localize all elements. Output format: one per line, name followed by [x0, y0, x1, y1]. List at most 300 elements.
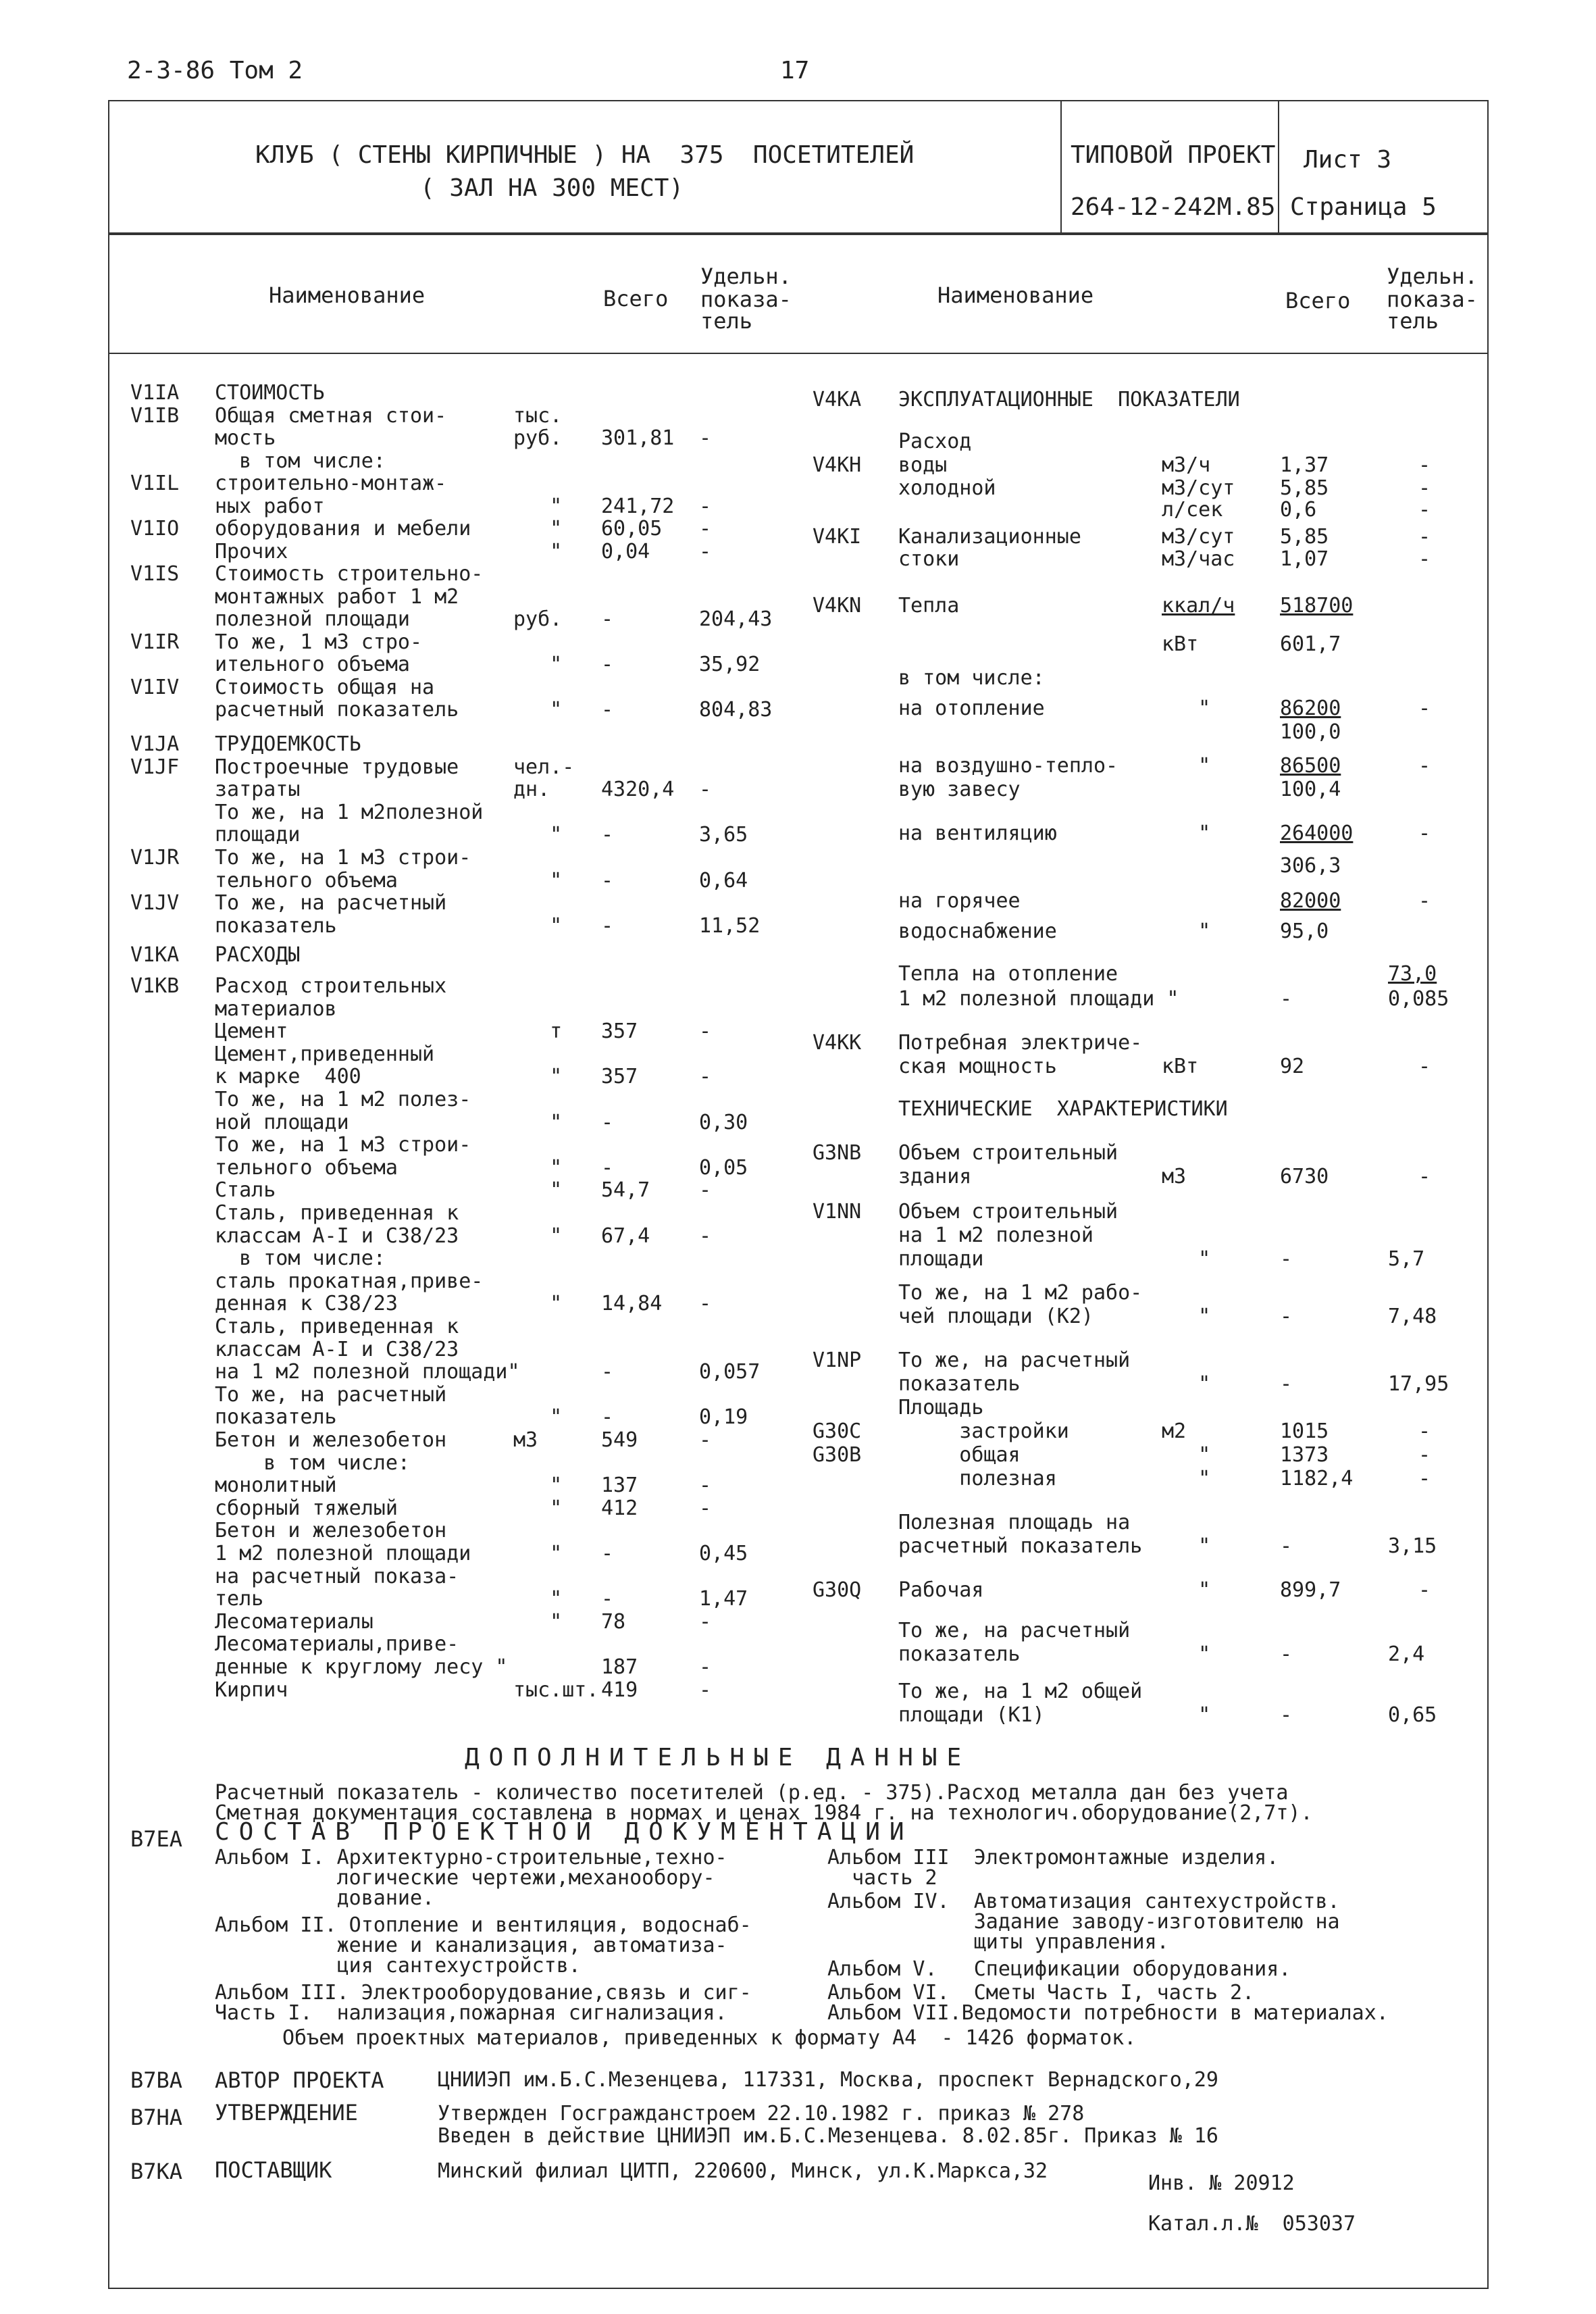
album-r2c: щиты управления. — [827, 1930, 1169, 1954]
row-specific: - — [699, 1224, 712, 1248]
row-total: - — [601, 868, 614, 892]
row-total: 1,07 — [1280, 547, 1329, 571]
row-total: 0,6 — [1280, 498, 1317, 522]
row-name: Тепла на отопление — [898, 962, 1118, 986]
extra-code: B7EA — [130, 1826, 183, 1852]
row-name: ЭКСПЛУАТАЦИОННЫЕ ПОКАЗАТЕЛИ — [898, 388, 1240, 411]
row-name: монолитный — [215, 1474, 337, 1498]
row-unit: м3 — [513, 1428, 538, 1452]
title-line2: ( ЗАЛ НА 300 МЕСТ) — [420, 174, 684, 202]
row-name: расчетный показатель — [215, 698, 459, 722]
row-name: показатель — [215, 1405, 337, 1430]
row-name: Расход строительных — [215, 974, 447, 998]
row-name: на 1 м2 полезной площади" — [215, 1360, 520, 1384]
row-specific: 11,52 — [699, 913, 761, 938]
row-code: V4KA — [813, 388, 862, 411]
row-name: Стоимость общая на — [215, 675, 435, 699]
row-specific: - — [1418, 476, 1431, 500]
row-name: То же, 1 м3 стро- — [215, 630, 423, 654]
row-total: 5,85 — [1280, 525, 1329, 549]
row-unit: м3/час — [1162, 547, 1235, 571]
row-total: 1015 — [1280, 1419, 1329, 1443]
row-unit: " — [513, 1542, 563, 1565]
row-total: 518700 — [1280, 594, 1354, 618]
row-total: 82000 — [1280, 889, 1341, 913]
row-total: 95,0 — [1280, 920, 1329, 943]
row-unit: " — [513, 1110, 563, 1134]
row-unit: " — [1162, 1305, 1211, 1328]
row-unit: руб. — [513, 426, 563, 450]
album-2: Альбом II. Отопление и вентиляция, водоснаб- — [215, 1913, 752, 1937]
row-name: ская мощность — [898, 1055, 1057, 1078]
row-specific: 5,7 — [1388, 1247, 1425, 1271]
row-name: Общая сметная стои- — [215, 403, 447, 428]
col-total-left: Всего — [603, 286, 669, 311]
author-label: АВТОР ПРОЕКТА — [215, 2067, 384, 2093]
row-name: тельного объема — [215, 868, 398, 892]
volume-line: Объем проектных материалов, приведенных к формату А4 - 1426 форматок. — [282, 2026, 1137, 2050]
row-total: 6730 — [1280, 1165, 1329, 1188]
row-code: V1NP — [813, 1349, 862, 1372]
row-specific: - — [699, 1678, 712, 1702]
row-total: - — [1280, 1247, 1293, 1271]
row-name: на воздушно-тепло- — [898, 754, 1118, 778]
row-total: 264000 — [1280, 822, 1354, 845]
row-total: 100,0 — [1280, 720, 1341, 744]
album-r5: Альбом VII.Ведомости потребности в материалах. — [827, 2001, 1389, 2025]
row-name: ной площади — [215, 1110, 349, 1134]
author-code: B7BA — [130, 2067, 183, 2093]
row-name: на расчетный показа- — [215, 1564, 459, 1588]
col-spec-left-3: тель — [700, 308, 753, 334]
row-name: затраты — [215, 778, 301, 802]
row-unit: кВт — [1162, 632, 1199, 656]
approval-value: Утвержден Госгражданстроем 22.10.1982 г. приказ № 278 — [438, 2102, 1085, 2126]
row-unit: руб. — [513, 607, 563, 631]
project-label: ТИПОВОЙ ПРОЕКТ — [1071, 141, 1276, 169]
row-unit: " — [513, 1587, 563, 1611]
row-name: Площадь — [898, 1396, 984, 1419]
col-spec-right-1: Удельн. — [1387, 263, 1478, 289]
row-name: чей площади (К2) — [898, 1305, 1093, 1328]
row-total: 301,81 — [601, 426, 675, 450]
row-unit: " — [1162, 1703, 1211, 1727]
row-name: ТЕХНИЧЕСКИЕ ХАРАКТЕРИСТИКИ — [898, 1097, 1228, 1121]
row-code: V1IL — [130, 472, 180, 495]
row-name: То же, на 1 м2 рабо- — [898, 1281, 1143, 1305]
album-3: Альбом III. Электрооборудование,связь и сиг- — [215, 1981, 752, 2005]
author-value: ЦНИИЭП им.Б.С.Мезенцева, 117331, Москва, проспект Вернадского,29 — [438, 2068, 1218, 2092]
row-name: Бетон и железобетон — [215, 1519, 447, 1543]
row-unit: м2 — [1162, 1419, 1187, 1443]
row-unit: " — [513, 1496, 563, 1520]
row-unit: " — [513, 539, 563, 563]
row-unit: " — [513, 1474, 563, 1498]
row-unit: " — [1162, 1642, 1211, 1666]
row-name: То же, на 1 м3 строи- — [215, 846, 471, 870]
row-unit: " — [513, 868, 563, 892]
col-spec-right-3: тель — [1387, 308, 1439, 334]
row-specific: - — [699, 1178, 712, 1203]
sheet-number: Лист 3 — [1304, 146, 1392, 174]
row-code: V1IO — [130, 517, 180, 540]
row-name: водоснабжение — [898, 920, 1057, 943]
row-code: V1KB — [130, 974, 180, 998]
row-specific: - — [1418, 754, 1431, 778]
row-name: Кирпич — [215, 1678, 288, 1702]
row-code: V1KA — [130, 943, 180, 967]
row-name: Бетон и железобетон — [215, 1428, 447, 1452]
row-name: То же, на 1 м3 строи- — [215, 1133, 471, 1157]
row-unit: м3/сут — [1162, 525, 1235, 549]
row-total: 5,85 — [1280, 476, 1329, 500]
row-name: Сталь, приведенная к — [215, 1315, 459, 1338]
row-total: 54,7 — [601, 1178, 650, 1203]
row-name: Расход — [898, 430, 972, 453]
row-total: 92 — [1280, 1055, 1305, 1078]
row-code: V4KI — [813, 525, 862, 549]
row-code: V1JR — [130, 846, 180, 870]
row-unit: " — [513, 517, 563, 540]
row-total: - — [601, 1110, 614, 1134]
row-code: V4KK — [813, 1031, 862, 1055]
row-name: денная к С38/23 — [215, 1292, 398, 1316]
row-unit: дн. — [513, 778, 550, 802]
row-name: То же, на расчетный — [215, 891, 447, 915]
row-specific: 17,95 — [1388, 1372, 1449, 1396]
row-name: ительного объема — [215, 653, 410, 676]
album-1b: логические чертежи,механообору- — [215, 1866, 715, 1890]
row-total: 4320,4 — [601, 778, 675, 802]
row-specific: 2,4 — [1388, 1642, 1425, 1666]
row-specific: - — [699, 1655, 712, 1679]
row-name: То же, на 1 м2 общей — [898, 1680, 1143, 1703]
album-2b: жение и канализация, автоматиза- — [215, 1934, 727, 1957]
row-name: строительно-монтаж- — [215, 472, 447, 495]
row-specific: - — [1418, 822, 1431, 845]
row-name: стоки — [898, 547, 960, 571]
row-name: ных работ — [215, 494, 325, 518]
row-total: - — [601, 913, 614, 938]
title-line1: КЛУБ ( СТЕНЫ КИРПИЧНЫЕ ) НА 375 ПОСЕТИТЕЛЕЙ — [255, 141, 915, 169]
row-name: в том числе: — [898, 666, 1045, 690]
row-name: Полезная площадь на — [898, 1511, 1131, 1534]
row-name: То же, на расчетный — [898, 1349, 1131, 1372]
row-specific: - — [1418, 1578, 1431, 1602]
row-unit: " — [513, 1178, 563, 1203]
row-code: V1JA — [130, 732, 180, 756]
album-r2b: Задание заводу-изготовителю на — [827, 1910, 1340, 1934]
row-code: V1IR — [130, 630, 180, 654]
row-name: тель — [215, 1587, 264, 1611]
row-name: оборудования и мебели — [215, 517, 471, 540]
extra-line1: Расчетный показатель - количество посетителей (р.ед. - 375).Расход металла дан без учета — [215, 1781, 1289, 1805]
row-name: Цемент,приведенный — [215, 1042, 435, 1066]
row-code: V4KH — [813, 453, 862, 477]
row-specific: - — [699, 1292, 712, 1316]
row-specific: - — [1418, 525, 1431, 549]
row-unit: " — [1162, 1467, 1211, 1490]
row-total: 86200 — [1280, 697, 1341, 720]
row-name: Лесоматериалы,приве- — [215, 1632, 459, 1657]
row-unit: тыс. — [513, 403, 563, 428]
row-name: Сталь — [215, 1178, 276, 1203]
row-unit: " — [513, 1292, 563, 1316]
col-name-left: Наименование — [269, 282, 426, 308]
row-specific: 7,48 — [1388, 1305, 1437, 1328]
col-spec-left-1: Удельн. — [700, 263, 792, 289]
row-specific: - — [699, 426, 712, 450]
row-unit: " — [513, 1609, 563, 1634]
col-total-right: Всего — [1285, 288, 1351, 313]
row-name: тельного объема — [215, 1155, 398, 1180]
row-name: показатель — [215, 913, 337, 938]
row-specific: - — [1418, 1467, 1431, 1490]
row-total: - — [601, 1587, 614, 1611]
row-name: ТРУДОЕМКОСТЬ — [215, 732, 361, 756]
col-spec-right-2: показа- — [1387, 286, 1478, 312]
row-name: на 1 м2 полезной — [898, 1224, 1093, 1247]
row-total: 549 — [601, 1428, 638, 1452]
supplier-value: Минский филиал ЦИТП, 220600, Минск, ул.К.Маркса,32 — [438, 2159, 1048, 2183]
row-unit: " — [1162, 920, 1211, 943]
row-unit: " — [513, 494, 563, 518]
row-specific: 3,15 — [1388, 1534, 1437, 1558]
row-unit: " — [1162, 697, 1211, 720]
row-name: застройки — [898, 1419, 1069, 1443]
row-specific: 0,30 — [699, 1110, 748, 1134]
row-total: 357 — [601, 1020, 638, 1044]
row-specific: - — [699, 1496, 712, 1520]
row-specific: - — [699, 517, 712, 540]
row-specific: - — [699, 539, 712, 563]
row-name: СТОИМОСТЬ — [215, 381, 325, 405]
row-unit: " — [1162, 754, 1211, 778]
row-name: полезная — [898, 1467, 1057, 1490]
row-name: классам А-I и С38/23 — [215, 1224, 459, 1248]
row-code: G30B — [813, 1443, 862, 1467]
row-code: V1IB — [130, 403, 180, 428]
row-name: классам А-I и С38/23 — [215, 1337, 459, 1361]
row-code: V1JV — [130, 891, 180, 915]
supplier-label: ПОСТАВЩИК — [215, 2157, 332, 2183]
row-total: 357 — [601, 1065, 638, 1089]
row-name: То же, на расчетный — [215, 1382, 447, 1407]
album-2c: ция сантехустройств. — [215, 1954, 581, 1978]
row-specific: - — [1418, 1443, 1431, 1467]
row-specific: - — [699, 1474, 712, 1498]
row-unit: " — [513, 653, 563, 676]
row-name: здания — [898, 1165, 972, 1188]
row-name: То же, на 1 м2полезной — [215, 800, 484, 824]
row-total: - — [1280, 1305, 1293, 1328]
row-unit: м3/ч — [1162, 453, 1211, 477]
row-name: мость — [215, 426, 276, 450]
row-name: Рабочая — [898, 1578, 984, 1602]
row-specific: - — [699, 1609, 712, 1634]
row-code: G30Q — [813, 1578, 862, 1602]
catalog-number: Катал.л.№ 053037 — [1148, 2212, 1356, 2236]
doc-series: 2-3-86 Том 2 — [127, 57, 303, 84]
row-specific: - — [1418, 889, 1431, 913]
row-specific: - — [1418, 1055, 1431, 1078]
row-specific: 204,43 — [699, 607, 773, 631]
row-name: вую завесу — [898, 778, 1021, 801]
row-name: на отопление — [898, 697, 1045, 720]
row-total: 137 — [601, 1474, 638, 1498]
row-name: к марке 400 — [215, 1065, 361, 1089]
row-specific: 0,19 — [699, 1405, 748, 1430]
row-total: - — [1280, 987, 1293, 1011]
row-name: То же, на 1 м2 полез- — [215, 1088, 471, 1111]
row-unit: м3 — [1162, 1165, 1187, 1188]
row-name: расчетный показатель — [898, 1534, 1143, 1558]
row-name: Потребная электриче- — [898, 1031, 1143, 1055]
row-specific: - — [1418, 697, 1431, 720]
row-total: - — [601, 653, 614, 676]
row-total: - — [1280, 1703, 1293, 1727]
row-total: 0,04 — [601, 539, 650, 563]
row-name: Цемент — [215, 1020, 288, 1044]
row-total: 899,7 — [1280, 1578, 1341, 1602]
row-code: V1IV — [130, 675, 180, 699]
row-total: 187 — [601, 1655, 638, 1679]
row-total: - — [601, 823, 614, 847]
row-total: 241,72 — [601, 494, 675, 518]
row-name: Построечные трудовые — [215, 755, 459, 779]
row-code: V1IA — [130, 381, 180, 405]
row-total: 1182,4 — [1280, 1467, 1354, 1490]
docs-heading: СОСТАВ ПРОЕКТНОЙ ДОКУМЕНТАЦИИ — [215, 1818, 914, 1846]
approval-label: УТВЕРЖДЕНИЕ — [215, 2100, 358, 2126]
row-name: сталь прокатная,приве- — [215, 1269, 484, 1293]
row-name: Канализационные — [898, 525, 1081, 549]
row-name: воды — [898, 453, 948, 477]
row-unit: " — [1162, 1372, 1211, 1396]
row-specific: - — [1418, 1419, 1431, 1443]
row-unit: " — [1162, 1578, 1211, 1602]
row-name: на горячее — [898, 889, 1021, 913]
row-unit: " — [1162, 1534, 1211, 1558]
album-1c: дование. — [215, 1886, 435, 1910]
row-total: 86500 — [1280, 754, 1341, 778]
row-total: - — [601, 607, 614, 631]
row-unit: т — [513, 1020, 563, 1044]
extra-line2: Сметная документация составлена в нормах и ценах 1984 г. на технологич.оборудование(2,7т). — [215, 1801, 1313, 1825]
row-name: денные к круглому лесу " — [215, 1655, 508, 1679]
row-unit: " — [1162, 1443, 1211, 1467]
row-name: То же, на расчетный — [898, 1619, 1131, 1642]
row-specific: 0,057 — [699, 1360, 761, 1384]
album-r1: Альбом III Электромонтажные изделия. — [827, 1846, 1279, 1869]
row-name: полезной площади — [215, 607, 410, 631]
row-name: показатель — [898, 1642, 1021, 1666]
row-specific: 0,64 — [699, 868, 748, 892]
row-name: Лесоматериалы — [215, 1609, 374, 1634]
row-specific: - — [1418, 453, 1431, 477]
album-r2: Альбом IV. Автоматизация сантехустройств. — [827, 1890, 1340, 1913]
row-total: 412 — [601, 1496, 638, 1520]
row-specific: - — [699, 1020, 712, 1044]
row-name: РАСХОДЫ — [215, 943, 301, 967]
row-name: Объем строительный — [898, 1141, 1118, 1165]
row-unit: " — [513, 1224, 563, 1248]
row-name: сборный тяжелый — [215, 1496, 398, 1520]
row-name: холодной — [898, 476, 996, 500]
album-r1b: часть 2 — [827, 1866, 937, 1890]
row-specific: 0,05 — [699, 1155, 748, 1180]
row-specific: 0,45 — [699, 1542, 748, 1565]
row-specific: 1,47 — [699, 1587, 748, 1611]
row-unit: " — [513, 1155, 563, 1180]
row-specific: 35,92 — [699, 653, 761, 676]
row-unit: ккал/ч — [1162, 594, 1235, 618]
row-total: 78 — [601, 1609, 626, 1634]
row-unit: м3/сут — [1162, 476, 1235, 500]
row-total: 1373 — [1280, 1443, 1329, 1467]
row-unit: " — [513, 823, 563, 847]
row-total: - — [1280, 1642, 1293, 1666]
row-name: 1 м2 полезной площади — [215, 1542, 471, 1565]
project-number: 264-12-242М.85 — [1071, 193, 1276, 221]
row-code: V1NN — [813, 1200, 862, 1224]
row-specific: - — [699, 778, 712, 802]
row-code: V4KN — [813, 594, 862, 618]
row-name: Тепла — [898, 594, 960, 618]
page-number: 17 — [780, 57, 810, 84]
row-unit: " — [513, 698, 563, 722]
row-name: материалов — [215, 997, 337, 1021]
row-specific: 804,83 — [699, 698, 773, 722]
row-unit: чел.- — [513, 755, 575, 779]
row-total: - — [601, 1405, 614, 1430]
row-unit: " — [513, 913, 563, 938]
row-name: в том числе: — [215, 449, 386, 473]
row-specific: 0,085 — [1388, 987, 1449, 1011]
row-specific: 3,65 — [699, 823, 748, 847]
album-r4: Альбом VI. Сметы Часть I, часть 2. — [827, 1981, 1255, 2005]
inventory-number: Инв. № 20912 — [1148, 2171, 1295, 2195]
row-total: 100,4 — [1280, 778, 1341, 801]
row-code: V1IS — [130, 562, 180, 586]
row-specific: - — [699, 1065, 712, 1089]
row-name: монтажных работ 1 м2 — [215, 584, 459, 609]
row-name: площади — [215, 823, 301, 847]
page-label: Страница 5 — [1290, 193, 1437, 221]
row-total: - — [601, 698, 614, 722]
row-name: Объем строительный — [898, 1200, 1118, 1224]
supplier-code: B7KA — [130, 2159, 183, 2184]
extra-heading: ДОПОЛНИТЕЛЬНЫЕ ДАННЫЕ — [465, 1744, 971, 1771]
row-name: общая — [898, 1443, 1021, 1467]
row-unit: тыс.шт. — [513, 1678, 599, 1702]
row-unit: л/сек — [1162, 498, 1223, 522]
row-name: 1 м2 полезной площади " — [898, 987, 1179, 1011]
row-specific: 73,0 — [1388, 962, 1437, 986]
row-total: - — [601, 1542, 614, 1565]
row-total: 419 — [601, 1678, 638, 1702]
row-unit: " — [513, 1065, 563, 1089]
divider — [1060, 100, 1062, 234]
row-total: - — [1280, 1534, 1293, 1558]
row-specific: 0,65 — [1388, 1703, 1437, 1727]
row-name: на вентиляцию — [898, 822, 1057, 845]
row-total: 601,7 — [1280, 632, 1341, 656]
row-unit: " — [1162, 1247, 1211, 1271]
row-code: V1JF — [130, 755, 180, 779]
row-specific: - — [1418, 498, 1431, 522]
row-total: 14,84 — [601, 1292, 663, 1316]
